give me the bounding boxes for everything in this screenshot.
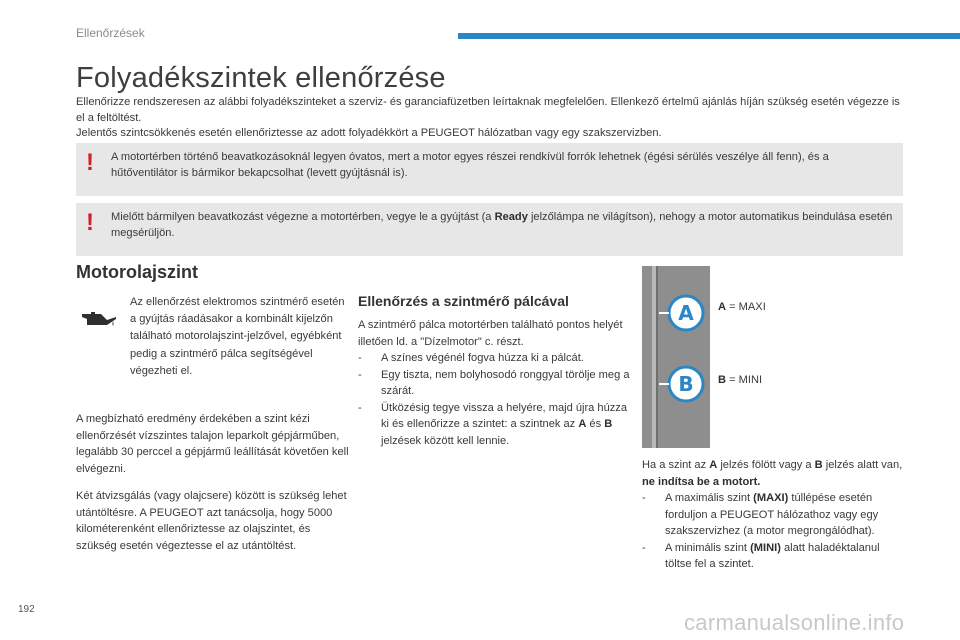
text-part: Ha a szint az xyxy=(642,459,710,471)
legend-maxi xyxy=(718,301,766,313)
legend-value-mini: = MINI xyxy=(726,374,763,386)
oil-paragraph-1: A megbízható eredmény érdekében a szint kézi ellenőrzését vízszintes talajon leparkolt gépjárműben, legalább 30 perccel a gépjármű leállítását követően kell elvégezni. xyxy=(76,413,349,475)
step-text: Ütközésig tegye vissza a helyére, majd újra húzza ki és ellenőrizze a szintet: a szintnek az xyxy=(381,401,628,430)
do-not-start-warning: ne indítsa be a motort. xyxy=(642,475,761,488)
intro-paragraph-2: Jelentős szintcsökkenés esetén ellenőriztesse az adott folyadékkört a PEUGEOT hálózatban vagy egy szakszervizben. xyxy=(76,127,662,139)
list-item xyxy=(358,350,633,367)
legend-value-maxi: = MAXI xyxy=(726,301,766,313)
mark-b-ref: B xyxy=(814,459,823,471)
step-text: és xyxy=(586,418,605,430)
list-dash: - xyxy=(358,401,362,414)
warning-box-hot-engine xyxy=(76,143,903,196)
warning-text: A motortérben történő beavatkozásoknál legyen óvatos, mert a motor egyes részei rendkívül forrók lehetnek (égési sérülés veszélye áll fenn), és a hűtőventilátor is bármikor bekapcsolhat (levett gyújtásnál is). xyxy=(111,151,829,179)
dipstick-mark-a: A xyxy=(678,301,694,325)
watermark: carmanualsonline.info xyxy=(684,610,905,635)
list-item xyxy=(358,400,633,450)
warning-text xyxy=(111,209,896,241)
text-part: A minimális szint xyxy=(665,541,751,554)
list-dash: - xyxy=(358,368,362,381)
oil-gauge-description: Az ellenőrzést elektromos szintmérő esetén a gyújtás ráadásakor a kombinált kijelzőn található motorolajszint-jelzővel, egyébként pedig a szintmérő pálca segítségével végezheti el. xyxy=(130,296,345,377)
list-item xyxy=(642,490,907,540)
warning-text-part: jelzőlámpa ne világítson), nehogy a motor automatikus beindulása esetén megsérüljön. xyxy=(111,211,893,239)
section-heading-oil-level: Motorolajszint xyxy=(76,262,198,282)
maxi-label: (MAXI) xyxy=(753,492,789,504)
text-part: jelzés alatt van, xyxy=(822,459,903,471)
list-item xyxy=(358,367,633,400)
dipstick-mark-b: B xyxy=(678,372,694,396)
warning-text-part: Mielőtt bármilyen beavatkozást végezne a motortérben, vegye le a gyújtást (a xyxy=(111,211,495,223)
text-part: túllépése esetén forduljon a PEUGEOT hálózathoz vagy egy szakszervizhez (a motor megrongálódhat). xyxy=(665,492,879,537)
warning-exclamation-icon: ! xyxy=(86,149,94,176)
legend-mini xyxy=(718,374,762,386)
legend-key-b: B xyxy=(718,374,727,386)
step-text: Egy tiszta, nem bolyhosodó ronggyal törölje meg a szárát. xyxy=(381,368,630,397)
page-number: 192 xyxy=(18,604,35,615)
text-part: jelzés fölött vagy a xyxy=(717,459,815,471)
level-instructions xyxy=(642,457,907,573)
intro-paragraph-1: Ellenőrizze rendszeresen az alábbi folyadékszinteket a szerviz- és garanciafüzetben leírtaknak megfelelően. Ellenkező értelmű ajánlás híján szükség esetén végezze is el a feltöltést. xyxy=(76,96,900,124)
page-title: Folyadékszintek ellenőrzése xyxy=(76,62,446,94)
dipstick-illustration xyxy=(642,266,710,448)
oil-can-icon xyxy=(79,308,119,330)
ready-lamp-label: Ready xyxy=(494,211,528,223)
list-dash: - xyxy=(642,492,646,504)
step-text: A színes végénél fogva húzza ki a pálcát. xyxy=(381,352,584,364)
step-text: jelzések között kell lennie. xyxy=(381,434,510,447)
oil-paragraph-2: Két átvizsgálás (vagy olajcsere) között is szükség lehet utántöltésre. A PEUGEOT azt tanácsolja, hogy 5000 kilométerenként ellenőriztesse az olajszintet, és szükség esetén végeztesse el az utántöltést. xyxy=(76,490,347,552)
list-dash: - xyxy=(358,352,362,364)
mark-a-ref: A xyxy=(709,459,718,471)
mini-label: (MINI) xyxy=(750,541,781,554)
text-part: alatt haladéktalanul töltse fel a szintet. xyxy=(665,541,880,570)
header-accent-bar xyxy=(458,33,960,39)
list-item xyxy=(642,540,907,573)
mark-b-ref: B xyxy=(604,418,613,430)
level-intro xyxy=(642,457,907,490)
dipstick-instructions xyxy=(358,317,633,449)
legend-key-a: A xyxy=(718,301,727,313)
mark-a-ref: A xyxy=(578,418,587,430)
warning-box-ignition xyxy=(76,203,903,256)
section-label: Ellenőrzések xyxy=(76,26,145,40)
intro-text xyxy=(76,95,906,142)
list-dash: - xyxy=(642,541,646,554)
warning-exclamation-icon: ! xyxy=(86,209,94,236)
dipstick-intro: A szintmérő pálca motortérben található pontos helyét illetően ld. a "Dízelmotor" c. részt. xyxy=(358,319,623,348)
subheading-dipstick-check: Ellenőrzés a szintmérő pálcával xyxy=(358,293,569,309)
text-part: A maximális szint xyxy=(665,492,754,504)
